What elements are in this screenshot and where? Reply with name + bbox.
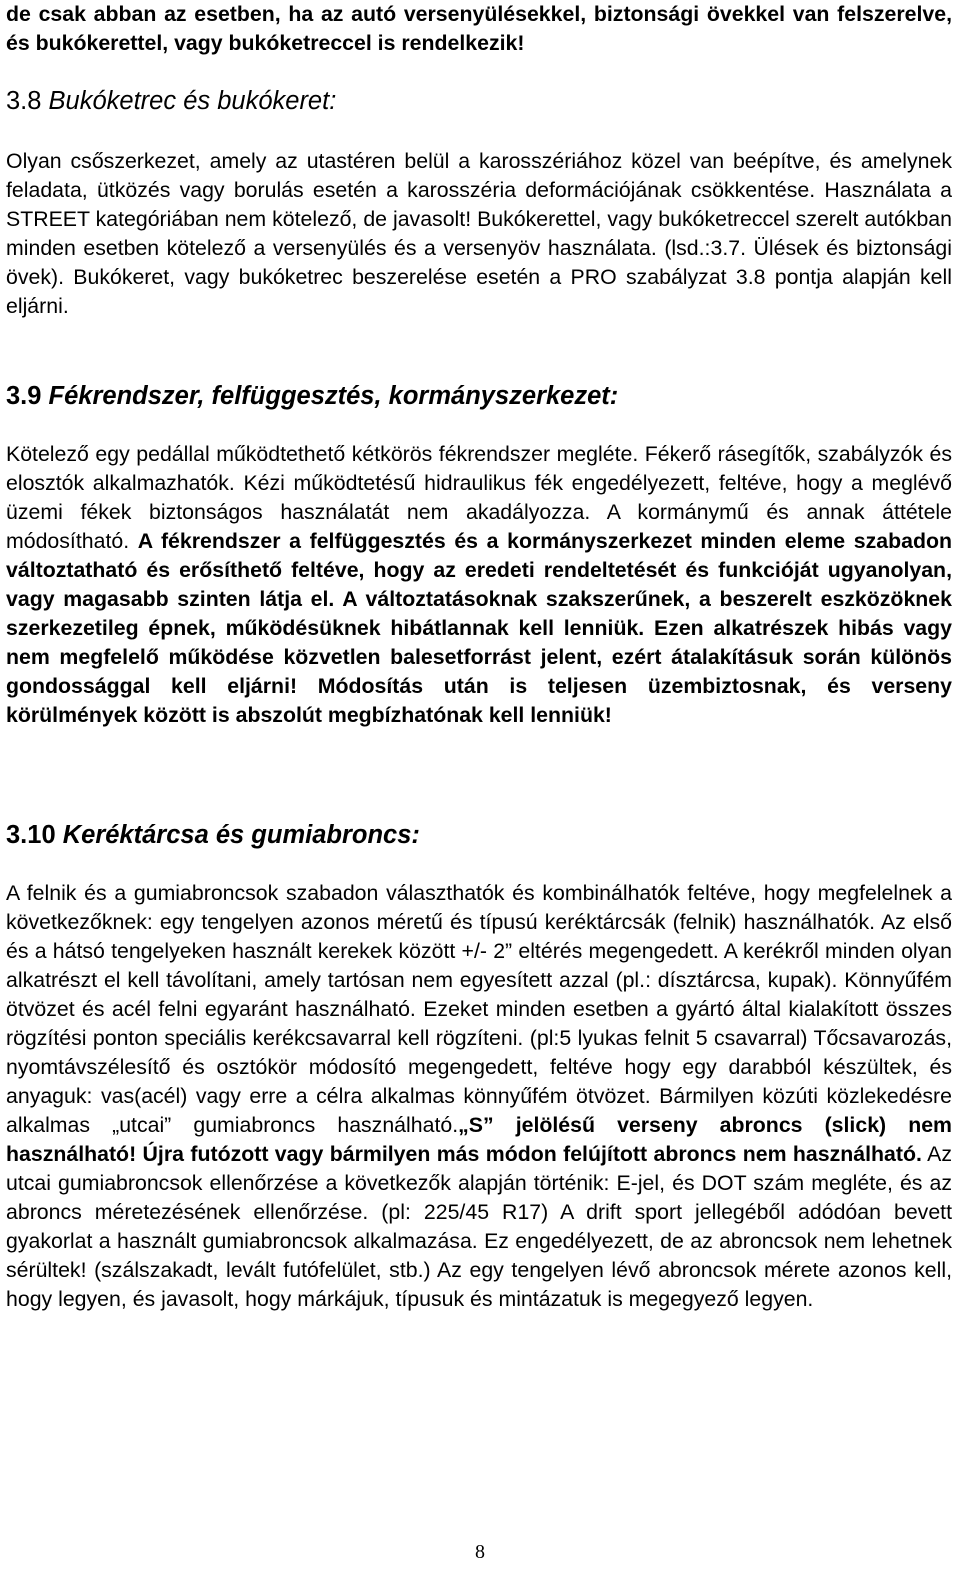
section-3-9-body-bold: A fékrendszer a felfüggesztés és a kormányszerkezet minden eleme szabadon változtatható és erősíthető feltéve, hogy az eredeti rendeltetését és funkcióját ugyanolyan, vagy magasabb szinten látja el. A változtatásoknak szakszerűnek, a beszerelt eszközöknek szerkezetileg épnek, működésüknek hibátlannak kell lenniük. Ezen alkatrészek hibás vagy nem megfelelő működése közvetlen balesetforrást jelent, ezért átalakításuk során különös gondossággal kell eljárni! Módosítás után is teljesen üzembiztosnak, és verseny körülmények között is abszolút megbízhatónak kell lenniük! (6, 529, 952, 727)
section-3-10-number: 3.10 (6, 821, 56, 849)
section-3-8-title: Bukóketrec és bukókeret: (48, 87, 337, 115)
section-3-9-number: 3.9 (6, 382, 42, 410)
section-3-8-heading (6, 86, 952, 116)
section-3-9-body-normal: Kötelező egy pedállal működtethető kétkörös fékrendszer megléte. Fékerő rásegítők, szabályzók és elosztók alkalmazhatók. Kézi működtetésű hidraulikus fék engedélyezett, feltéve, hogy a meglévő üzemi fékek biztonságos használatát nem akadályozza. A kormánymű és annak áttétele módosítható. (6, 442, 952, 553)
section-3-9-body (6, 440, 952, 730)
section-3-9-heading (6, 381, 952, 411)
section-3-10-heading (6, 820, 952, 850)
section-3-10-body-part2: Az utcai gumiabroncsok ellenőrzése a következők alapján történik: E-jel, és DOT szám megléte, és az abroncs méretezésének ellenőrzése. (pl: 225/45 R17) A drift sport jellegéből adódóan bevett gyakorlat a használt gumiabroncsok alkalmazása. Ez engedélyezett, de az abroncsok nem lehetnek sérültek! (szálszakadt, levált futófelület, stb.) Az egy tengelyen lévő abroncsok mérete azonos kell, hogy legyen, és javasolt, hogy márkájuk, típusuk és mintázatuk is megegyező legyen. (6, 1142, 952, 1311)
section-3-10-body (6, 879, 952, 1314)
section-3-10-body-part1: A felnik és a gumiabroncsok szabadon választhatók és kombinálhatók feltéve, hogy megfelelnek a következőknek: egy tengelyen azonos méretű és típusú keréktárcsák (felnik) használhatók. Az első és a hátsó tengelyeken használt kerekek között +/- 2” eltérés megengedett. A kerékről minden olyan alkatrészt el kell távolítani, amely tartósan nem egyesített azzal (pl.: dísztárcsa, kupak). Könnyűfém ötvözet és acél felni egyaránt használható. Ezeket minden esetben a gyártó által kialakított összes rögzítési ponton speciális kerékcsavarral kell rögzíteni. (pl:5 lyukas felnit 5 csavarral) Tőcsavarozás, nyomtávszélesítő és osztókör módosító megengedett, feltéve hogy egy darabból készültek, és anyaguk: vas(acél) vagy erre a célra alkalmas könnyűfém ötvözet. Bármilyen közúti közlekedésre alkalmas „utcai” gumiabroncs használható. (6, 881, 952, 1137)
section-3-10-title: Keréktárcsa és gumiabroncs: (62, 821, 420, 849)
section-3-8-body: Olyan csőszerkezet, amely az utastéren belül a karosszériához közel van beépítve, és amelynek feladata, ütközés vagy borulás esetén a karosszéria deformációjának csökkentése. Használata a STREET kategóriában nem kötelező, de javasolt! Bukókerettel, vagy bukóketreccel szerelt autókban minden esetben kötelező a versenyülés és a versenyöv használata. (lsd.:3.7. Ülések és biztonsági övek). Bukókeret, vagy bukóketrec beszerelése esetén a PRO szabályzat 3.8 pontja alapján kell eljárni. (6, 149, 952, 318)
section-3-10-body-bold: „S” jelölésű verseny abroncs (slick) nem használható! Újra futózott vagy bármilyen más módon felújított abroncs nem használható. (6, 1113, 952, 1166)
section-3-9-title: Fékrendszer, felfüggesztés, kormányszerkezet: (48, 382, 619, 410)
page-number: 8 (475, 1541, 485, 1563)
section-3-8-number: 3.8 (6, 87, 42, 115)
intro-paragraph: de csak abban az esetben, ha az autó versenyülésekkel, biztonsági övekkel van felszerelve, és bukókerettel, vagy bukóketreccel is rendelkezik! (6, 2, 952, 55)
